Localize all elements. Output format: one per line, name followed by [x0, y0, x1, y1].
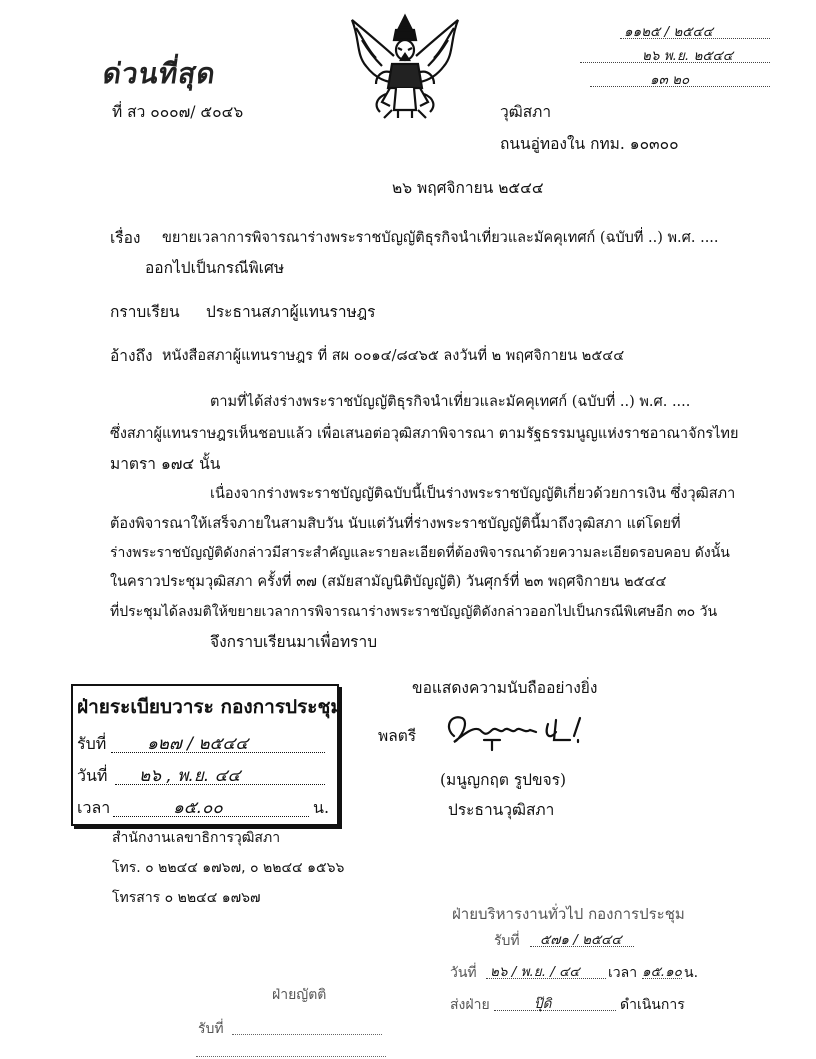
stamp3-title: ฝ่ายญัตติ	[272, 987, 327, 1003]
tertiary-stamp	[196, 980, 396, 1059]
stamp2-time-label: เวลา	[608, 965, 638, 981]
secondary-stamp	[450, 900, 720, 1030]
stamp2-received-value: ๕๗๑ / ๒๕๔๔	[540, 932, 622, 948]
closing-salutation: ขอแสดงความนับถืออย่างยิ่ง	[412, 679, 598, 697]
body-p1-line-3: มาตรา ๑๗๔ นั้น	[110, 455, 221, 473]
stamp2-received-line	[530, 930, 634, 947]
annotation-line-1: ๑๑๒๕ / ๒๕๔๔	[624, 24, 713, 40]
stamp3-date-line	[196, 1052, 386, 1057]
annotation-dotline-2	[580, 62, 770, 63]
footer-phone: โทร. ๐ ๒๒๔๔ ๑๗๖๗, ๐ ๒๒๔๔ ๑๕๖๖	[112, 860, 345, 876]
stamp2-time-value: ๑๕.๑๐	[642, 964, 682, 980]
signatory-name: (มนูญกฤต รูปขจร)	[440, 771, 567, 789]
body-p1-line-1: ตามที่ได้ส่งร่างพระราชบัญญัติธุรกิจนำเที่ยวและมัคคุเทศก์ (ฉบับที่ ..) พ.ศ. ....	[210, 394, 691, 410]
annotation-dotline-3	[590, 86, 770, 87]
reference-number: ที่ สว ๐๐๐๗/ ๕๐๔๖	[112, 103, 244, 121]
stamp-title: ฝ่ายระเบียบวาระ กองการประชุม	[77, 696, 343, 718]
footer-office: สำนักงานเลขาธิการวุฒิสภา	[112, 830, 281, 846]
stamp-date-line	[115, 766, 325, 785]
annotation-line-2: ๒๖ พ.ย. ๒๕๔๔	[642, 48, 733, 64]
body-p1-line-2: ซึ่งสภาผู้แทนราษฎรเห็นชอบแล้ว เพื่อเสนอต่อวุฒิสภาพิจารณา ตามรัฐธรรมนูญแห่งราชอาณาจักรไทย	[110, 426, 739, 442]
body-p2-line-2: ต้องพิจารณาให้เสร็จภายในสามสิบวัน นับแต่วันที่ร่างพระราชบัญญัตินี้มาถึงวุฒิสภา แต่โดยที่	[110, 516, 681, 532]
receiving-stamp	[71, 684, 343, 826]
body-p2-line-4: ในคราวประชุมวุฒิสภา ครั้งที่ ๓๗ (สมัยสามัญนิติบัญญัติ) วันศุกร์ที่ ๒๓ พฤศจิกายน ๒๕๔๔	[110, 574, 667, 590]
subject-line-1: ขยายเวลาการพิจารณาร่างพระราชบัญญัติธุรกิจนำเที่ยวและมัคคุเทศก์ (ฉบับที่ ..) พ.ศ. ....	[162, 230, 719, 246]
stamp2-title: ฝ่ายบริหารงานทั่วไป กองการประชุม	[452, 905, 685, 923]
subject-label: เรื่อง	[110, 229, 141, 247]
stamp2-time-line	[642, 962, 682, 979]
recipient-label: กราบเรียน	[110, 303, 180, 321]
stamp2-time-suffix: น.	[684, 965, 699, 981]
subject-line-2: ออกไปเป็นกรณีพิเศษ	[145, 259, 285, 277]
body-p3: จึงกราบเรียนมาเพื่อทราบ	[210, 633, 378, 651]
signatory-position: ประธานวุฒิสภา	[448, 801, 555, 819]
stamp2-dept-value: ปุ๊ดิ	[534, 996, 552, 1012]
stamp-received-value: ๑๒๗ / ๒๕๔๔	[147, 734, 249, 754]
urgency-stamp: ด่วนที่สุด	[100, 57, 219, 90]
stamp2-dept-line	[494, 994, 616, 1011]
stamp-time-value: ๑๕.๐๐	[173, 798, 223, 818]
stamp-time-label: เวลา	[77, 798, 111, 817]
body-p2-line-5: ที่ประชุมได้ลงมติให้ขยายเวลาการพิจารณาร่างพระราชบัญญัติดังกล่าวออกไปเป็นกรณีพิเศษอีก ๓๐ วัน	[110, 604, 718, 620]
stamp2-date-value: ๒๖ / พ.ย. / ๔๔	[490, 964, 580, 980]
body-p2-line-3: ร่างพระราชบัญญัติดังกล่าวมีสาระสำคัญและรายละเอียดที่ต้องพิจารณาด้วยความละเอียดรอบคอบ ดังนั้น	[110, 545, 730, 561]
stamp2-action-label: ดำเนินการ	[620, 997, 685, 1013]
stamp-received-line	[111, 734, 325, 753]
stamp3-received-line	[232, 1018, 382, 1035]
reference-label: อ้างถึง	[110, 347, 153, 365]
document-date: ๒๖ พฤศจิกายน ๒๕๔๔	[392, 179, 544, 197]
reference-value: หนังสือสภาผู้แทนราษฎร ที่ สผ ๐๐๑๔/๘๔๖๕ ลงวันที่ ๒ พฤศจิกายน ๒๕๔๔	[162, 348, 625, 364]
annotation-dotline-1	[620, 38, 770, 39]
garuda-emblem-icon	[346, 10, 464, 122]
top-right-annotation	[580, 12, 790, 92]
stamp-time-suffix: น.	[313, 798, 330, 817]
body-p2-line-1: เนื่องจากร่างพระราชบัญญัติฉบับนี้เป็นร่างพระราชบัญญัติเกี่ยวด้วยการเงิน ซึ่งวุฒิสภา	[210, 486, 736, 502]
handwritten-signature	[440, 706, 620, 754]
stamp2-date-label: วันที่	[450, 965, 477, 981]
annotation-line-3: ๑๓ ๒๐	[650, 72, 690, 88]
recipient-value: ประธานสภาผู้แทนราษฎร	[206, 303, 376, 321]
signatory-rank: พลตรี	[378, 727, 417, 745]
footer-fax: โทรสาร ๐ ๒๒๔๔ ๑๗๖๗	[112, 890, 261, 906]
stamp-date-label: วันที่	[77, 766, 108, 785]
sender-org: วุฒิสภา	[500, 103, 552, 121]
stamp2-received-label: รับที่	[494, 933, 520, 949]
stamp2-dept-label: ส่งฝ่าย	[450, 997, 490, 1013]
stamp-date-value: ๒๖ , พ.ย. ๔๔	[139, 766, 241, 786]
stamp-received-label: รับที่	[77, 734, 107, 753]
stamp2-date-line	[486, 962, 606, 979]
sender-address: ถนนอู่ทองใน กทม. ๑๐๓๐๐	[500, 135, 679, 153]
stamp-time-line	[113, 798, 309, 817]
stamp3-received-label: รับที่	[198, 1021, 224, 1037]
